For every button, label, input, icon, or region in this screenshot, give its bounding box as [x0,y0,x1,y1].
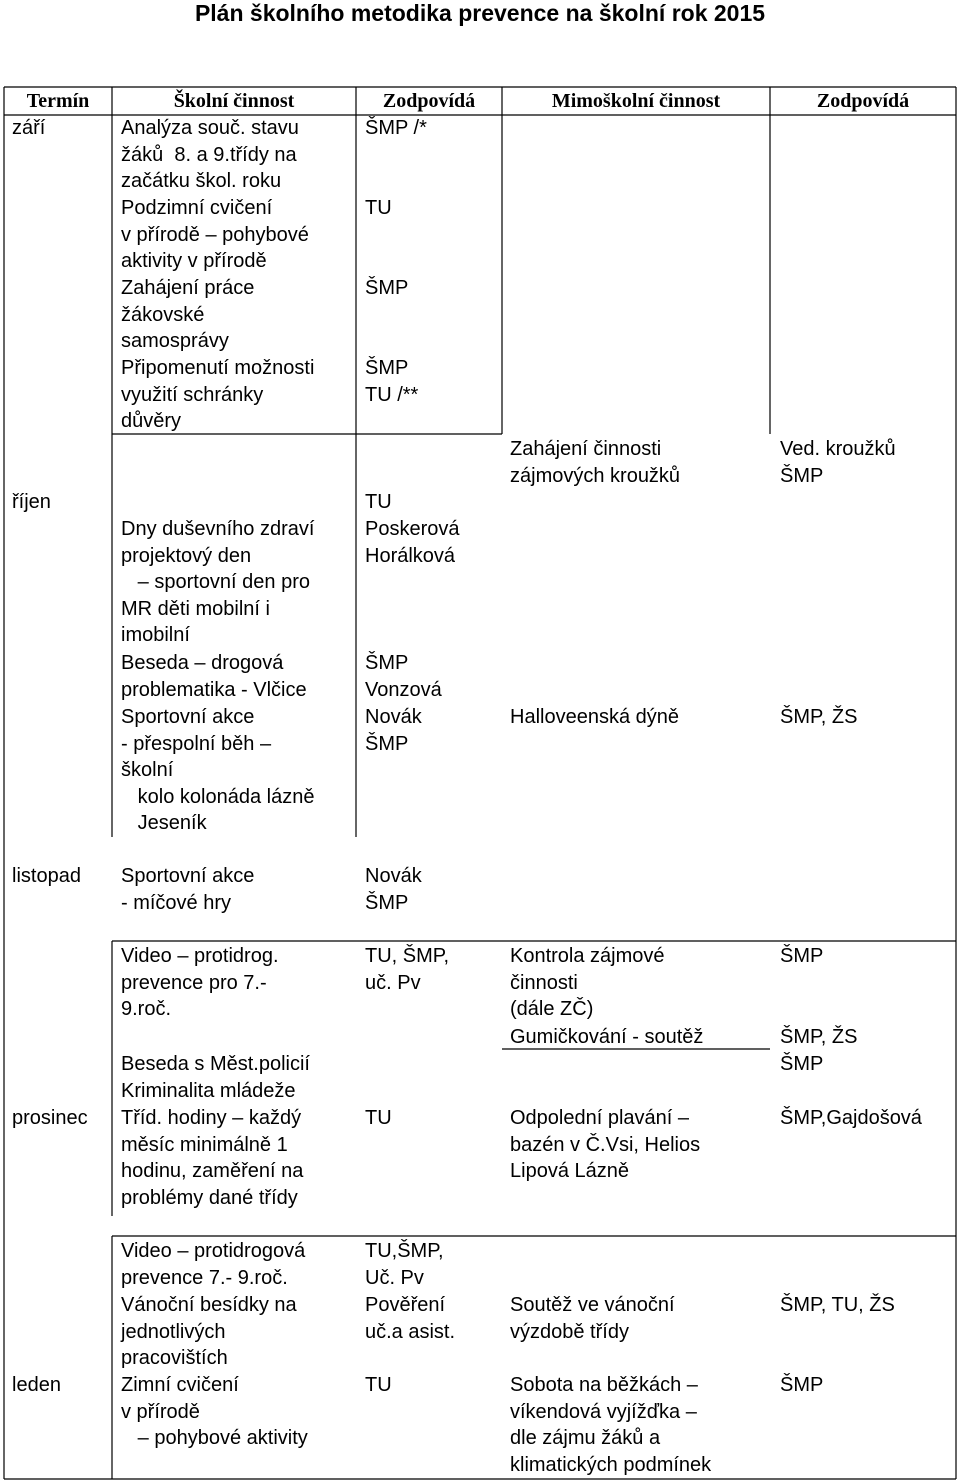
header-mimoskolni-cinnost: Mimoškolní činnost [551,90,721,112]
responsible-cell: TU, ŠMP, uč. Pv [365,945,450,994]
extracurricular-cell: Kontrola zájmové činnosti (dále ZČ) [510,945,665,1020]
extracurricular-responsible-cell: ŠMP,Gajdošová [780,1107,922,1129]
activity-cell: Podzimní cvičení v přírodě – pohybové aktivity v přírodě [121,197,309,272]
page-title: Plán školního metodika prevence na školní rok 2015 [194,0,766,26]
month-zari: září [12,117,46,139]
extracurricular-cell: Zahájení činnosti zájmových kroužků [510,438,681,487]
extracurricular-responsible-cell: ŠMP [780,1374,824,1396]
activity-cell: Video – protidrog. prevence pro 7.- 9.roč. [121,945,279,1020]
activity-cell: Tříd. hodiny – každý měsíc minimálně 1 hodinu, zaměření na problémy dané třídy [121,1107,304,1209]
activity-cell: Zimní cvičení v přírodě – pohybové aktivity [121,1374,308,1449]
month-rijen: říjen [12,491,51,513]
activity-cell: Video – protidrogová prevence 7.- 9.roč. [121,1240,306,1289]
header-skolni-cinnost: Školní činnost [173,90,295,112]
responsible-cell: TU [365,197,392,219]
responsible-cell: Poskerová Horálková [365,518,460,567]
responsible-cell: Novák ŠMP [365,706,422,755]
responsible-cell: Novák ŠMP [365,865,422,914]
extracurricular-responsible-cell: ŠMP [780,945,824,967]
extracurricular-cell: Odpolední plavání – bazén v Č.Vsi, Helios Lipová Lázně [510,1107,701,1182]
responsible-cell: TU [365,491,392,513]
extracurricular-cell: Sobota na běžkách – víkendová vyjížďka – dle zájmu žáků a klimatických podmínek [510,1374,712,1476]
extracurricular-responsible-cell: ŠMP, ŽS [780,1026,858,1048]
activity-cell: Sportovní akce - přespolní běh – školní kolo kolonáda lázně Jeseník [121,706,315,834]
extracurricular-cell: Halloveenská dýně [510,706,679,728]
header-zodpovida-2: Zodpovídá [816,90,910,112]
responsible-cell: ŠMP /* [365,117,427,139]
activity-cell: Analýza souč. stavu žáků 8. a 9.třídy na začátku škol. roku [121,117,299,192]
extracurricular-cell: Gumičkování - soutěž [510,1026,704,1048]
month-leden: leden [12,1374,61,1396]
responsible-cell: ŠMP [365,277,409,299]
activity-cell: Připomenutí možnosti využití schránky důvěry [121,357,315,432]
responsible-cell: TU [365,1107,392,1129]
extracurricular-responsible-cell: ŠMP [780,1053,824,1075]
header-termin: Termín [26,90,90,112]
extracurricular-responsible-cell: ŠMP, TU, ŽS [780,1294,895,1316]
activity-cell: Vánoční besídky na jednotlivých pracovištích [121,1294,297,1369]
responsible-cell: ŠMP TU /** [365,357,419,406]
activity-cell: Beseda s Měst.policií Kriminalita mládeže [121,1053,310,1102]
responsible-cell: Pověření uč.a asist. [365,1294,456,1343]
activity-cell: Dny duševního zdraví projektový den – sportovní den pro MR děti mobilní i imobilní [121,518,315,646]
header-zodpovida: Zodpovídá [382,90,476,112]
extracurricular-cell: Soutěž ve vánoční výzdobě třídy [510,1294,675,1343]
activity-cell: Beseda – drogová problematika - Vlčice [121,652,307,701]
activity-cell: Zahájení práce žákovské samosprávy [121,277,255,352]
responsible-cell: ŠMP Vonzová [365,652,442,701]
month-prosinec: prosinec [12,1107,88,1129]
responsible-cell: TU [365,1374,392,1396]
responsible-cell: TU,ŠMP, Uč. Pv [365,1240,444,1289]
month-listopad: listopad [12,865,81,887]
activity-cell: Sportovní akce - míčové hry [121,865,255,914]
extracurricular-responsible-cell: ŠMP, ŽS [780,706,858,728]
extracurricular-responsible-cell: Ved. kroužků ŠMP [780,438,896,487]
